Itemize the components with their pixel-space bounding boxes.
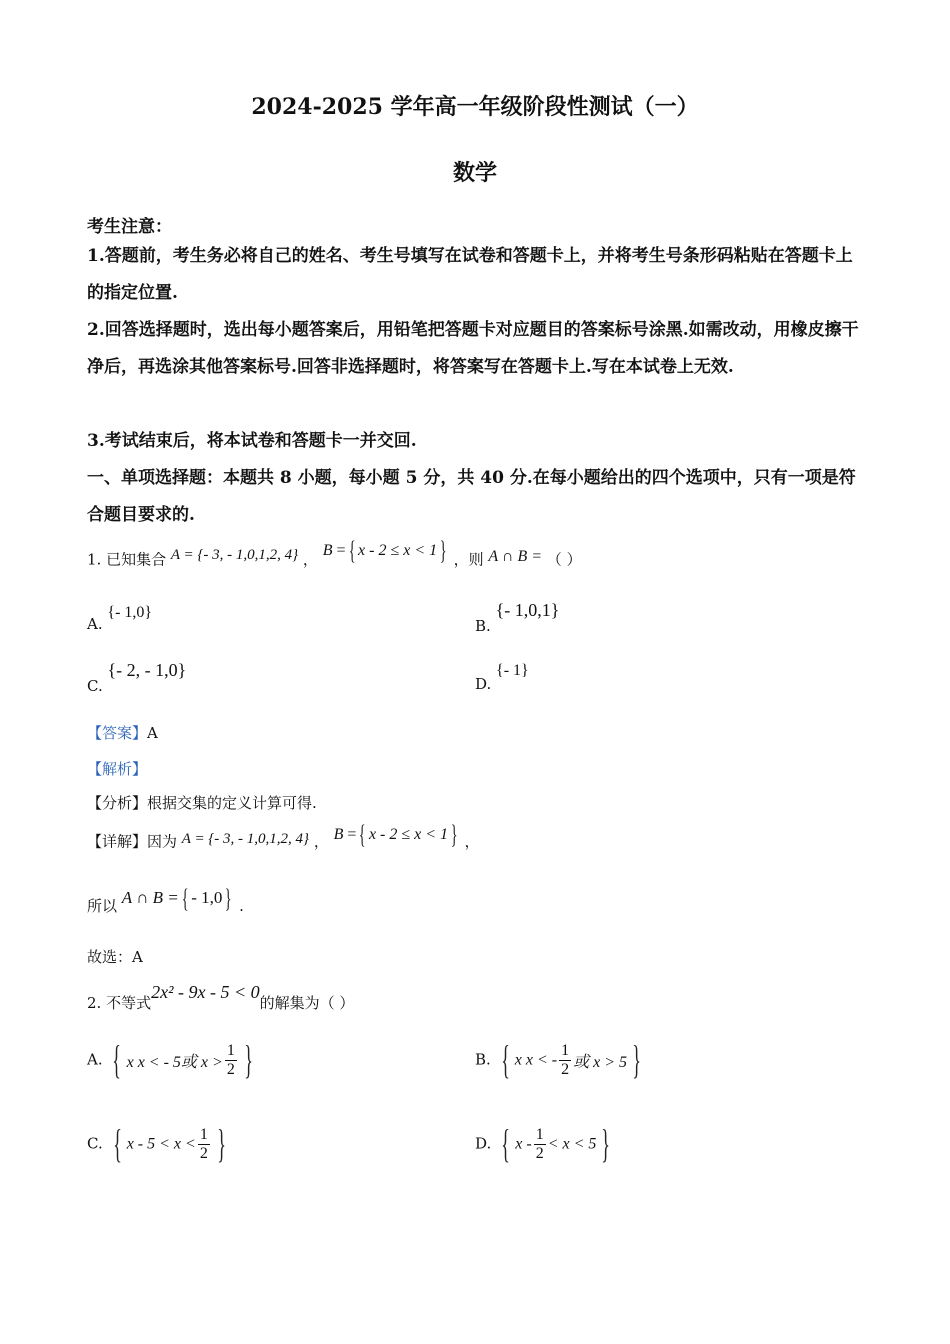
notice-item-2: 2.回答选择题时，选出每小题答案后，用铅笔把答题卡对应题目的答案标号涂黑.如需改动，用橡皮擦干净后，再选涂其他答案标号.回答非选择题时，将答案写在答题卡上.写在本试卷上无效. <box>87 320 859 377</box>
option-right: < x < 5 <box>547 1135 597 1152</box>
fraction: $\frac{1}{2}$ <box>226 1041 235 1078</box>
option-label: A. <box>87 615 103 633</box>
detail-set-b: B = { x - 2 ≤ x < 1 } <box>333 820 458 849</box>
q1-ask: A ∩ B = <box>488 547 543 565</box>
question-1 <box>87 536 582 574</box>
option-label: A. <box>87 1050 103 1069</box>
notice-item-3: 3.考试结束后，将本试卷和答题卡一并交回. <box>87 431 417 451</box>
notice-item-1: 1.答题前，考生务必将自己的姓名、考生号填写在试卷和答题卡上，并将考生号条形码粘贴在答题卡上的指定位置. <box>87 246 853 303</box>
fraction: $\frac{1}{2}$ <box>199 1125 208 1162</box>
notice-heading: 考生注意： <box>87 217 172 237</box>
answer-value: A <box>147 724 158 742</box>
q1-result: 所以 A ∩ B = { - 1,0 } . <box>87 884 244 915</box>
q1-paren: （ ） <box>546 550 582 569</box>
option-left: x x < - 5或 x > <box>126 1053 223 1071</box>
option-label: D. <box>475 1134 492 1153</box>
q2-option-d[interactable] <box>475 1121 616 1166</box>
q1-set-b-inner: x - 2 ≤ x < 1 <box>358 541 438 559</box>
option-right: 或 x > 5 <box>573 1053 628 1071</box>
q1-option-b[interactable] <box>475 600 560 635</box>
option-label: D. <box>475 675 492 693</box>
q1-prefix: 1. 已知集合 <box>87 550 167 569</box>
q1-comma: ， <box>302 550 318 569</box>
detail-set-a: A = {- 3, - 1,0,1,2, 4} <box>181 830 310 847</box>
option-label: B. <box>475 617 491 635</box>
section-one-heading: 一、单项选择题：本题共 8 小题，每小题 5 分，共 40 分.在每小题给出的四个选项中，只有一项是符合题目要求的. <box>87 468 856 525</box>
option-value: { x - 5 < x < $\frac{1}{2}$ } <box>112 1121 226 1166</box>
q2-suffix: 的解集为（ ） <box>259 994 355 1012</box>
option-label: C. <box>87 677 103 695</box>
option-value: { x - $\frac{1}{2}$ < x < 5 } <box>501 1121 611 1166</box>
option-left: x - 5 < x < <box>126 1135 196 1152</box>
answer-tag: 【答案】 <box>87 724 148 742</box>
option-left: x - <box>515 1135 532 1152</box>
suoyi-text: 所以 <box>87 896 118 915</box>
q1-suffix: ，则 <box>453 550 484 569</box>
question-2 <box>87 982 355 1012</box>
exam-title: 2024-2025 学年高一年级阶段性测试（一） <box>251 94 699 120</box>
q2-option-b[interactable] <box>475 1037 646 1082</box>
q1-set-b: B = { x - 2 ≤ x < 1 } <box>322 536 447 565</box>
option-label: C. <box>87 1134 103 1153</box>
q2-prefix: 2. 不等式 <box>87 994 152 1012</box>
option-label: B. <box>475 1050 491 1069</box>
result-inner: - 1,0 <box>191 887 223 907</box>
q1-analysis-tag: 【解析】 <box>87 760 148 778</box>
option-left: x x < - <box>514 1051 558 1068</box>
q1-detail: 【详解】因为 A = {- 3, - 1,0,1,2, 4} ， B = { x - 2 ≤ x < 1 } ， <box>87 820 480 851</box>
q1-answer <box>87 722 158 743</box>
option-value: { x x < - 5或 x > $\frac{1}{2}$ } <box>112 1037 253 1082</box>
q2-option-a[interactable] <box>87 1037 258 1082</box>
option-value: {- 1,0} <box>107 604 153 621</box>
option-value: {- 1} <box>496 662 529 679</box>
fraction: $\frac{1}{2}$ <box>561 1041 570 1078</box>
q1-option-c[interactable] <box>87 660 187 695</box>
result-left: A ∩ B = <box>121 887 179 907</box>
q1-set-a: A = {- 3, - 1,0,1,2, 4} <box>170 546 299 563</box>
q1-option-a[interactable] <box>87 603 153 633</box>
result-formula: A ∩ B = { - 1,0 } <box>121 884 233 913</box>
q2-inequality: 2x² - 9x - 5 < 0 <box>151 982 260 1002</box>
q2-option-c[interactable] <box>87 1121 231 1166</box>
q1-option-d[interactable] <box>475 661 529 693</box>
detail-prefix: 【详解】因为 <box>87 832 178 851</box>
fraction: $\frac{1}{2}$ <box>535 1125 544 1162</box>
detail-set-b-inner: x - 2 ≤ x < 1 <box>368 825 449 843</box>
option-value: {- 2, - 1,0} <box>107 660 187 680</box>
subject-title: 数学 <box>452 160 497 186</box>
q1-fenxi: 【分析】根据交集的定义计算可得. <box>87 794 317 812</box>
q1-guxuan: 故选：A <box>87 948 143 966</box>
option-value: {- 1,0,1} <box>495 600 560 620</box>
option-value: { x x < - $\frac{1}{2}$ 或 x > 5 } <box>500 1037 641 1082</box>
